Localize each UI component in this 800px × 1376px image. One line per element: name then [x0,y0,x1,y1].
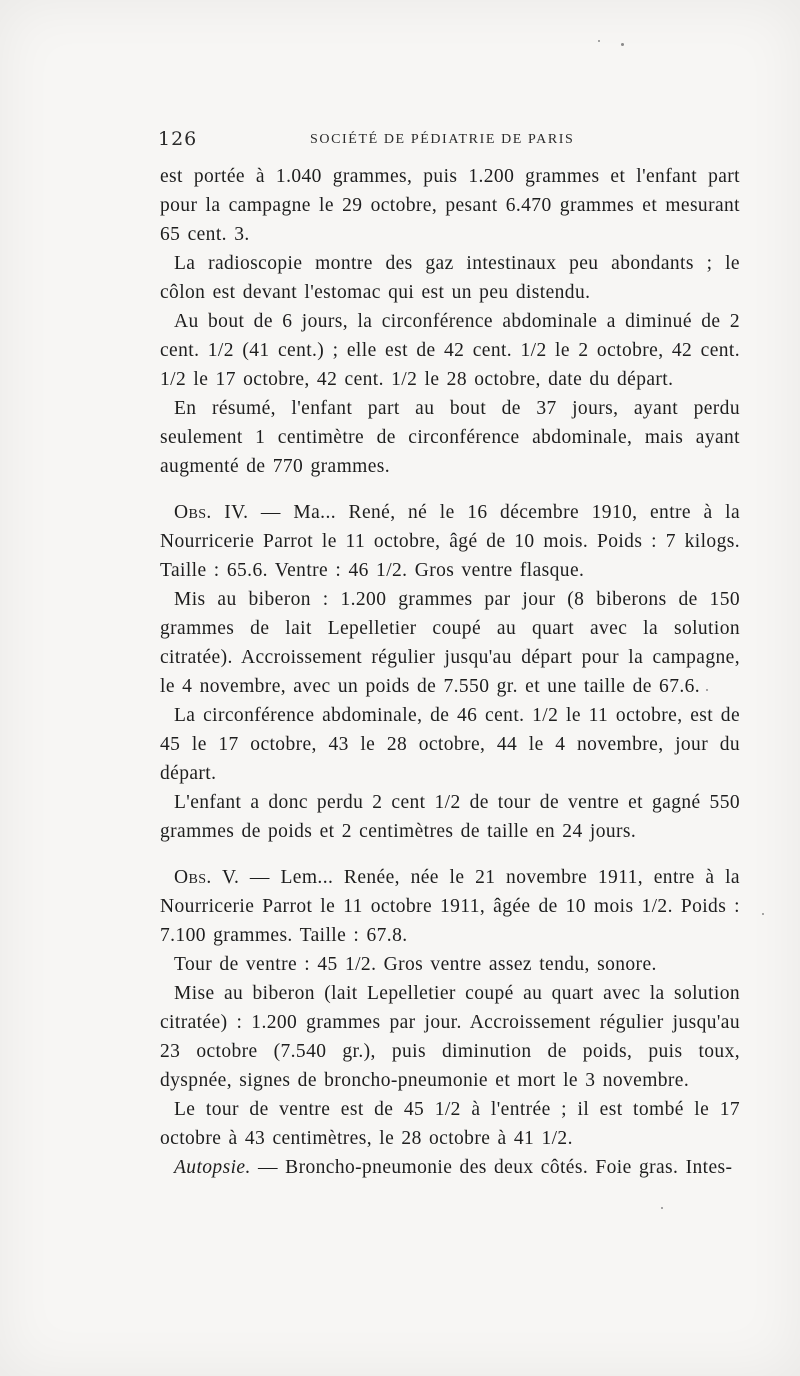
paper-speck [598,40,600,42]
running-header [158,128,738,152]
paragraph-radioscopy: La radioscopie montre des gaz intestinaux peu abondants ; le côlon est devant l'estomac qui est un peu distendu. [160,253,740,303]
observation-5-belly: Tour de ventre : 45 1/2. Gros ventre assez tendu, sonore. [174,954,657,975]
observation-5-autopsy [160,1153,740,1182]
observation-4-feeding: Mis au biberon : 1.200 grammes par jour (8 biberons de 150 grammes de lait Lepelletier coupé au quart avec la solution citratée). Accroissement régulier jusqu'au départ pour la campagne, le 4 novembre, avec un poids de 7.550 gr. et une taille de 67.6. [160,589,740,697]
observation-5-intro [160,863,740,950]
body-text [160,162,740,1182]
page-number: 126 [158,128,198,150]
observation-5-feeding: Mise au biberon (lait Lepelletier coupé au quart avec la solution citratée) : 1.200 grammes par jour. Accroissement régulier jusqu'au 23 octobre (7.540 gr.), puis diminution de poids, puis toux, dyspnée, signes de broncho-pneumonie et mort le 3 novembre. [160,983,740,1091]
running-title: SOCIÉTÉ DE PÉDIATRIE DE PARIS [310,132,575,147]
autopsy-label: Autopsie. [174,1157,251,1178]
paper-speck [621,43,624,46]
paper-speck [762,913,764,915]
paragraph-circumference: Au bout de 6 jours, la circonférence abdominale a diminué de 2 cent. 1/2 (41 cent.) ; elle est de 42 cent. 1/2 le 2 octobre, 42 cent. 1/2 le 17 octobre, 42 cent. 1/2 le 28 octobre, date du départ. [160,311,740,390]
autopsy-text: — Broncho-pneumonie des deux côtés. Foie gras. Intes- [250,1157,733,1178]
paragraph-continuation: est portée à 1.040 grammes, puis 1.200 grammes et l'enfant part pour la campagne le 29 octobre, pesant 6.470 grammes et mesurant 65 cent. 3. [160,166,740,245]
observation-5-circumference: Le tour de ventre est de 45 1/2 à l'entrée ; il est tombé le 17 octobre à 43 centimètres, le 28 octobre à 41 1/2. [160,1099,740,1149]
paper-speck [706,689,708,691]
observation-4-conclusion: L'enfant a donc perdu 2 cent 1/2 de tour de ventre et gagné 550 grammes de poids et 2 centimètres de taille en 24 jours. [160,792,740,842]
paragraph-summary: En résumé, l'enfant part au bout de 37 jours, ayant perdu seulement 1 centimètre de circonférence abdominale, mais ayant augmenté de 770 grammes. [160,398,740,477]
observation-5-text: — Lem... Renée, née le 21 novembre 1911, entre à la Nourricerie Parrot le 11 octobre 1911, âgée de 10 mois 1/2. Poids : 7.100 grammes. Taille : 67.8. [160,867,740,946]
observation-4-label: Obs. IV. [174,502,249,523]
observation-4-intro [160,498,740,585]
observation-4-circumference: La circonférence abdominale, de 46 cent. 1/2 le 11 octobre, est de 45 le 17 octobre, 43 le 28 octobre, 44 le 4 novembre, jour du départ. [160,705,740,784]
observation-5-label: Obs. V. [174,867,240,888]
paper-speck [661,1207,663,1209]
observation-4-text: — Ma... René, né le 16 décembre 1910, entre à la Nourricerie Parrot le 11 octobre, âgé de 10 mois. Poids : 7 kilogs. Taille : 65.6. Ventre : 46 1/2. Gros ventre flasque. [160,502,741,581]
